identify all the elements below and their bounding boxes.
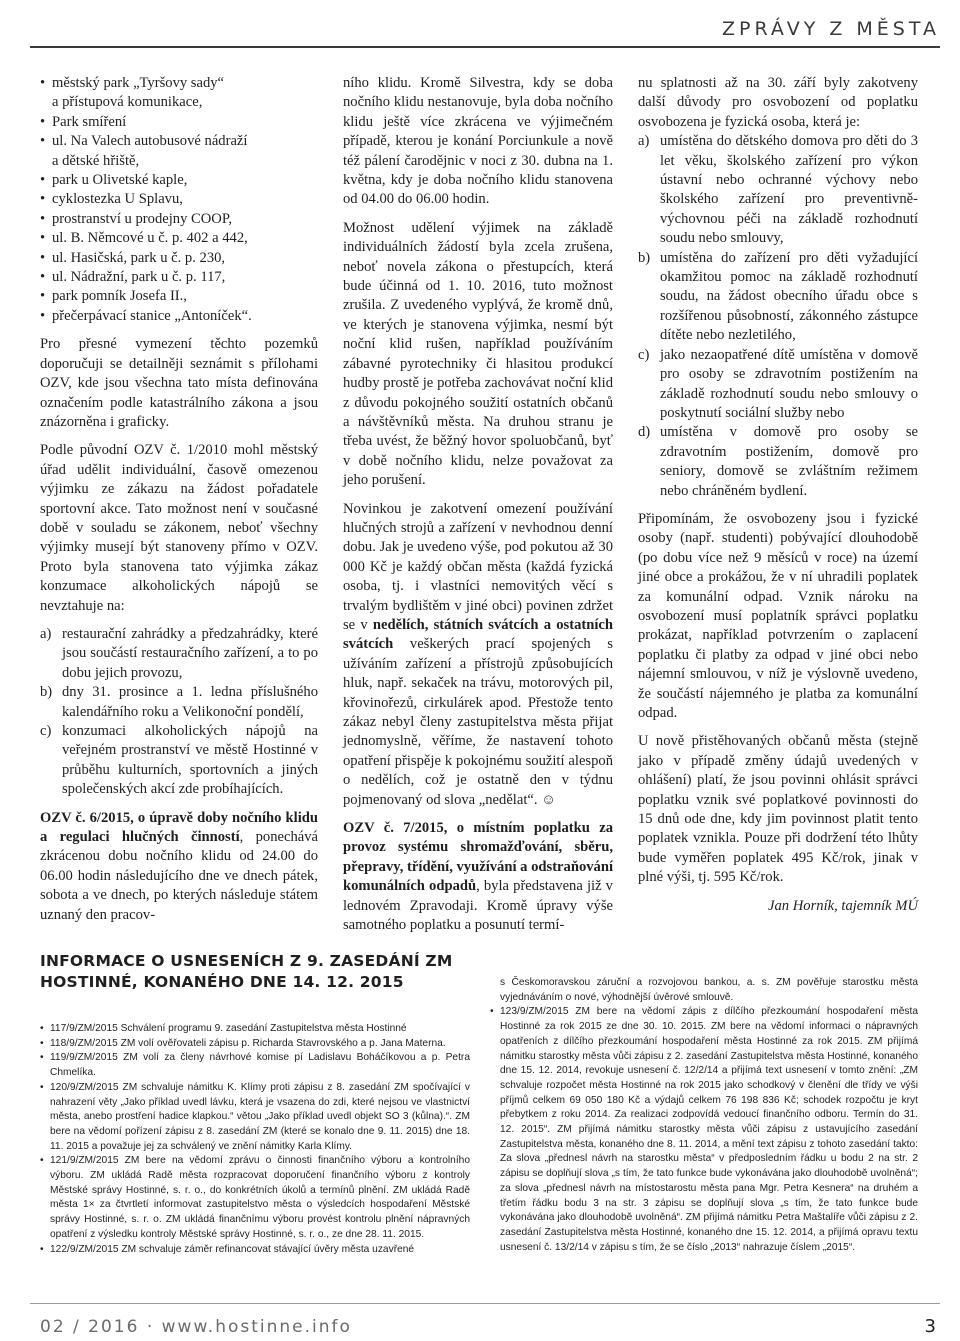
header-rule xyxy=(30,46,940,48)
location-list xyxy=(40,74,318,326)
list-text: umístěna do zařízení pro děti vyžadující okamžitou pomoc na základě rozhodnutí soudu, na žádost obecního úřadu obce s rozšířenou působností, zákonného zástupce dítěte nebo nezletilého, xyxy=(660,249,918,344)
location-item: • přečerpávací stanice „Antoníček“. xyxy=(40,307,318,326)
resolution-item: • 120/9/ZM/2015 ZM schvaluje námitku K. Klímy proti zápisu z 8. zasedání ZM spočívající v nahrazení věty „Jako příklad uvedl lávku, která je vsazena do zdi, které nejsou ve vlastnictví města, anebo prostření hadice klapkou.“ větou „Jako příklad uvedl objekt SO 3 (kůlna).“. ZM bere na vědomí pořízení zápisu z 8. zasedání ZM (které se konalo dne 9. 11. 2015) dne 18. 11. 2015 a považuje jej za schválený ve znění námitky Karla Klímy. xyxy=(40,1081,470,1155)
list-text: konzumaci alkoholických nápojů na veřejném prostranství ve městě Hostinné v průběhu kulturních, sportovních a jiných společenských akcí zde probíhajících. xyxy=(62,723,318,798)
paragraph xyxy=(40,809,318,925)
resolution-item: • 119/9/ZM/2015 ZM volí za členy návrhové komise pí Ladislavu Boháčíkovou a p. Petra Chmelíka. xyxy=(40,1051,470,1080)
list-item xyxy=(40,625,318,683)
exception-list xyxy=(40,625,318,800)
page-number: 3 xyxy=(924,1316,936,1337)
paragraph: Pro přesné vymezení těchto pozemků doporučuji se detailněji seznámit s přílohami OZV, kde jsou všechna tato místa definována označením podle katastrálního zákona a jsou znázorněna i graficky. xyxy=(40,336,318,430)
paragraph-text: , byla představena již v lednovém Zpravodaji. Kromě úpravy výše samotného poplatku a posunutí termí- xyxy=(343,878,613,934)
list-label: c) xyxy=(638,346,650,363)
location-item: • ul. B. Němcové u č. p. 402 a 442, xyxy=(40,229,318,248)
list-item xyxy=(40,722,318,800)
list-text: umístěna do dětského domova pro děti do 3 let věku, školského zařízení pro výkon ústavní nebo ochranné výchovy nebo školského zařízení pro preventivně-výchovnou péči na základě rozhodnutí soudu nebo smlouvy, xyxy=(660,133,918,247)
resolutions-left xyxy=(40,1022,470,1257)
location-item: • cyklostezka U Splavu, xyxy=(40,190,318,209)
resolution-item: s Českomoravskou záruční a rozvojovou bankou, a. s. ZM pověřuje starostku města vyjednáváním o nové, výhodnější úvěrové smlouvě. xyxy=(500,977,918,1003)
paragraph: Možnost udělení výjimek na základě individuálních žádostí byla zcela zrušena, neboť novela zákona o přestupcích, která bude účinná od 1. 10. 2016, tuto možnost zrušila. Z uvedeného vyplývá, že kromě dnů, ve kterých je stanovena výjimka, nesmí být noční klid rušen, například používáním zábavné pyrotechniky či hlasitou produkcí hudby prostě je potřeba zachovávat noční klid z důvodu pokojného soužití ostatních občanů a návštěvníků města. Na druhou stranu je třeba uvést, že běžný hovor spoluobčanů, byť v době nočního klidu, nelze považovat za jeho porušení. xyxy=(343,219,613,489)
paragraph: U nově přistěhovaných občanů města (stejně jako v případě změny údajů uvedených v ohlášení) platí, že jsou povinni ohlásit správci poplatku vznik své poplatkové povinnosti do 15 dnů ode dne, kdy jim povinnost platit tento poplatek vznikla. Pouze při dodržení této lhůty bude vyměřen poplatek 495 Kč/rok, jinak v plné výši, tj. 595 Kč/rok. xyxy=(638,733,918,886)
section-title: ZPRÁVY Z MĚSTA xyxy=(722,18,940,40)
list-item xyxy=(638,423,918,501)
resolution-item: • 121/9/ZM/2015 ZM bere na vědomí zprávu o činnosti finančního výboru a kontrolního výboru. ZM ukládá Radě města rozpracovat doporučení finančního výboru z kontroly Městské správy Hostinné, s. r. o., do konkrétních úkolů a termínů plnění. ZM ukládá Radě města 1× za čtvrtletí informovat zastupitelstvo města o výsledcích hospodaření Městské správy Hostinné, s. r. o. ZM ukládá finančnímu výboru provést kontrolu plnění nápravných opatření z výsledku kontroly Městské správy Hostinné, s. r. o., ze dne 28. 11. 2015. xyxy=(40,1154,470,1242)
footer-issue-website: 02 / 2016 · www.hostinne.info xyxy=(40,1317,352,1337)
list-text: restaurační zahrádky a předzahrádky, které jsou součástí restauračního zařízení, a to po dobu jejich provozu, xyxy=(62,625,318,681)
bold-lead: OZV č. 7/2015, o místním poplatku za provoz systému shromažďování, sběru, přepravy, třídění, využívání a odstraňování komunálních odpadů xyxy=(343,820,614,895)
list-text: dny 31. prosince a 1. ledna příslušného kalendářního roku a Velikonoční pondělí, xyxy=(62,684,318,720)
list-label: b) xyxy=(638,249,651,266)
footer-rule xyxy=(30,1303,940,1304)
location-item: • ul. Na Valech autobusové nádraží xyxy=(40,132,318,151)
location-item: • prostranství u prodejny COOP, xyxy=(40,210,318,229)
paragraph: Podle původní OZV č. 1/2010 mohl městský úřad udělit individuální, časově omezenou výjimku ze zákazu na žádost pořadatele sportovní akce. Tato možnost není v současné době v souladu se zákonem, neboť všechny výjimky musejí být stanoveny přímo v OZV. Proto byla stanovena tato výjimka zákaz konzumace alkoholických nápojů se nevztahuje na: xyxy=(40,442,318,614)
location-item: • Park smíření xyxy=(40,113,318,132)
paragraph-text: , ponechává zkrácenou dobu nočního klidu od 24.00 do 06.00 hodin následujícího dne ve dnech pátek, sobota a ve dnech, po kterých následuje státem uznaný den pracov- xyxy=(40,829,318,923)
exemption-list xyxy=(638,132,918,501)
list-label: a) xyxy=(40,625,52,642)
resolution-item: • 123/9/ZM/2015 ZM bere na vědomí zápis z dílčího přezkoumání hospodaření města Hostinné za rok 2015 ze dne 30. 10. 2015. ZM bere na vědomí informaci o nápravných opatřeních z dílčího přezkoumání hospodaření města Hostinné za rok 2015. ZM přijímá námitku starostky města vůči zápisu z 2. zasedání Zastupitelstva města Hostinné, konaného dne 15. 12. 2014, revokuje usnesení č. 12/2/14 a přijímá text usnesení v tomto znění: „ZM schvaluje rozpočet města Hostinné na rok 2015 jako schodkový v členění dle třídy ve výši příjmů celkem 69 050 180 Kč a výdajů celkem 76 198 836 Kč; schodek rozpočtu je kryt přebytkem z roku 2014. Za realizaci zodpovídá vedoucí finančního odboru. Termín do 31. 12. 2015“. ZM přijímá námitku starostky města vůči zápisu z ustavujícího zasedání Zastupitelstva města, konaného dne 8. 11. 2014, a mění text zápisu z tohoto zasedání takto: Za slova „přednesl návrh na starostku města“ v předposledním řádku u bodu 2 na str. 2 zápisu se doplňují slova „s tím, že tato funkce bude vykonávána jako dlouhodobě uvolněná“; za slova „přednesl návrh na místostarostu města pana Mgr. Petra Kesnera“ na druhém a třetím řádku bodu 3 na str. 3 zápisu se doplňují slova „s tím, že tato funkce bude vykonávána jako dlouhodobě uvolněná“. ZM přijímá námitku Petra Maštalíře vůči zápisu z 2. zasedání Zastupitelstva města Hostinné, konaného dne 15. 12. 2014, a přijímá opravu textu usnesení č. 13/2/14 v zápisu s tím, že se číslo „2013“ nahrazuje číslem „2015“. xyxy=(490,1005,918,1255)
paragraph xyxy=(343,500,613,811)
author-signature: Jan Horník, tajemník MÚ xyxy=(768,897,918,914)
list-item xyxy=(638,249,918,346)
location-item: • ul. Hasičská, park u č. p. 230, xyxy=(40,249,318,268)
location-item: • park u Olivetské kaple, xyxy=(40,171,318,190)
list-label: d) xyxy=(638,424,651,441)
article-column-1 xyxy=(40,74,318,934)
bold-lead: OZV č. 6/2015, o úpravě doby nočního klidu a regulaci hlučných činností xyxy=(40,809,318,846)
paragraph: Připomínám, že osvobozeny jsou i fyzické osoby (např. studenti) pobývající dlouhodobě (po dobu více než 9 měsíců v roce) na území jiné obce a prokážou, že v ní uhradili poplatek za komunální odpad. Vznik nároku na osvobození musí poplatník správci poplatku prokázat, například potvrzením o zaplacení poplatku či platby za odpad v jiné obci nebo nájemní smlouvou, v níž je výslovně uvedeno, že součástí nájemného je platba za komunální odpad. xyxy=(638,510,918,721)
resolution-item: • 122/9/ZM/2015 ZM schvaluje záměr refinancovat stávající úvěry města uzavřené xyxy=(40,1243,470,1258)
paragraph: ního klidu. Kromě Silvestra, kdy se doba nočního klidu nestanovuje, byla doba nočního klidu ještě více zkrácena ve výjimečném případě, kterou je konání Porciunkule a nově též pálení čarodějnic v noci z 30. dubna na 1. května, kdy je doba nočního klidu stanovena od 04.00 do 06.00 hodin. xyxy=(343,75,613,208)
resolution-item: • 117/9/ZM/2015 Schválení programu 9. zasedání Zastupitelstva města Hostinné xyxy=(40,1022,470,1037)
paragraph xyxy=(343,819,613,935)
location-item: • ul. Nádražní, park u č. p. 117, xyxy=(40,268,318,287)
list-label: c) xyxy=(40,723,52,739)
list-label: a) xyxy=(638,133,650,150)
list-item xyxy=(638,346,918,424)
resolution-item: • 118/9/ZM/2015 ZM volí ověřovateli zápisu p. Richarda Stavrovského a p. Jana Materna. xyxy=(40,1037,470,1052)
list-text: umístěna v domově pro osoby se zdravotním postižením, domově pro seniory, domově se zvláštním režimem nebo chráněném bydlení. xyxy=(660,424,918,499)
paragraph-text: Novinkou je zakotvení omezení používání hlučných strojů a zařízení v nevhodnou denní dobu. Jak je uvedeno výše, pod pokutou až 30 000 Kč je každý občan města (každá fyzická osoba, tj. i vlastníci nemovitých věcí s trvalým bydlištěm v jiné obci) povinen zdržet se v xyxy=(343,500,613,633)
list-item xyxy=(638,132,918,248)
list-label: b) xyxy=(40,684,53,701)
article-column-3 xyxy=(638,74,918,925)
list-text: jako nezaopatřené dítě umístěna v domově pro osoby se zdravotním postižením na základě rozhodnutí soudu nebo smlouvy o poskytnutí sociální služby nebo xyxy=(660,346,918,421)
location-item: • park pomník Josefa II., xyxy=(40,287,318,306)
resolutions-right xyxy=(490,976,918,1255)
location-item: a přístupová komunikace, xyxy=(52,94,203,111)
location-item: a dětské hřiště, xyxy=(52,152,140,169)
paragraph-text: veškerých prací spojených s užíváním zařízení a přístrojů způsobujících hluk, např. sekaček na trávu, motorových pil, křovinořezů, cirkulárek apod. Přestože tento zákaz nebyl členy zastupitelstva města přijat jednomyslně, věříme, že nastavení tohoto opatření přispěje k pokojnému soužití alespoň o nedělích, což je ostatně den v týdnu pojmenovaný od slova „nedělat“. ☺ xyxy=(343,636,613,808)
article-column-2 xyxy=(343,74,613,944)
info-title: INFORMACE O USNESENÍCH Z 9. ZASEDÁNÍ ZM HOSTINNÉ, KONANÉHO DNE 14. 12. 2015 xyxy=(40,952,453,991)
list-item xyxy=(40,683,318,722)
location-item: • městský park „Tyršovy sady“ xyxy=(40,74,318,93)
paragraph: nu splatnosti až na 30. září byly zakotveny další důvody pro osvobození od poplatku osvobozena je fyzická osoba, která je: xyxy=(638,75,918,130)
bold-phrase: nedělích, státních svátcích a ostatních svátcích xyxy=(343,616,613,653)
